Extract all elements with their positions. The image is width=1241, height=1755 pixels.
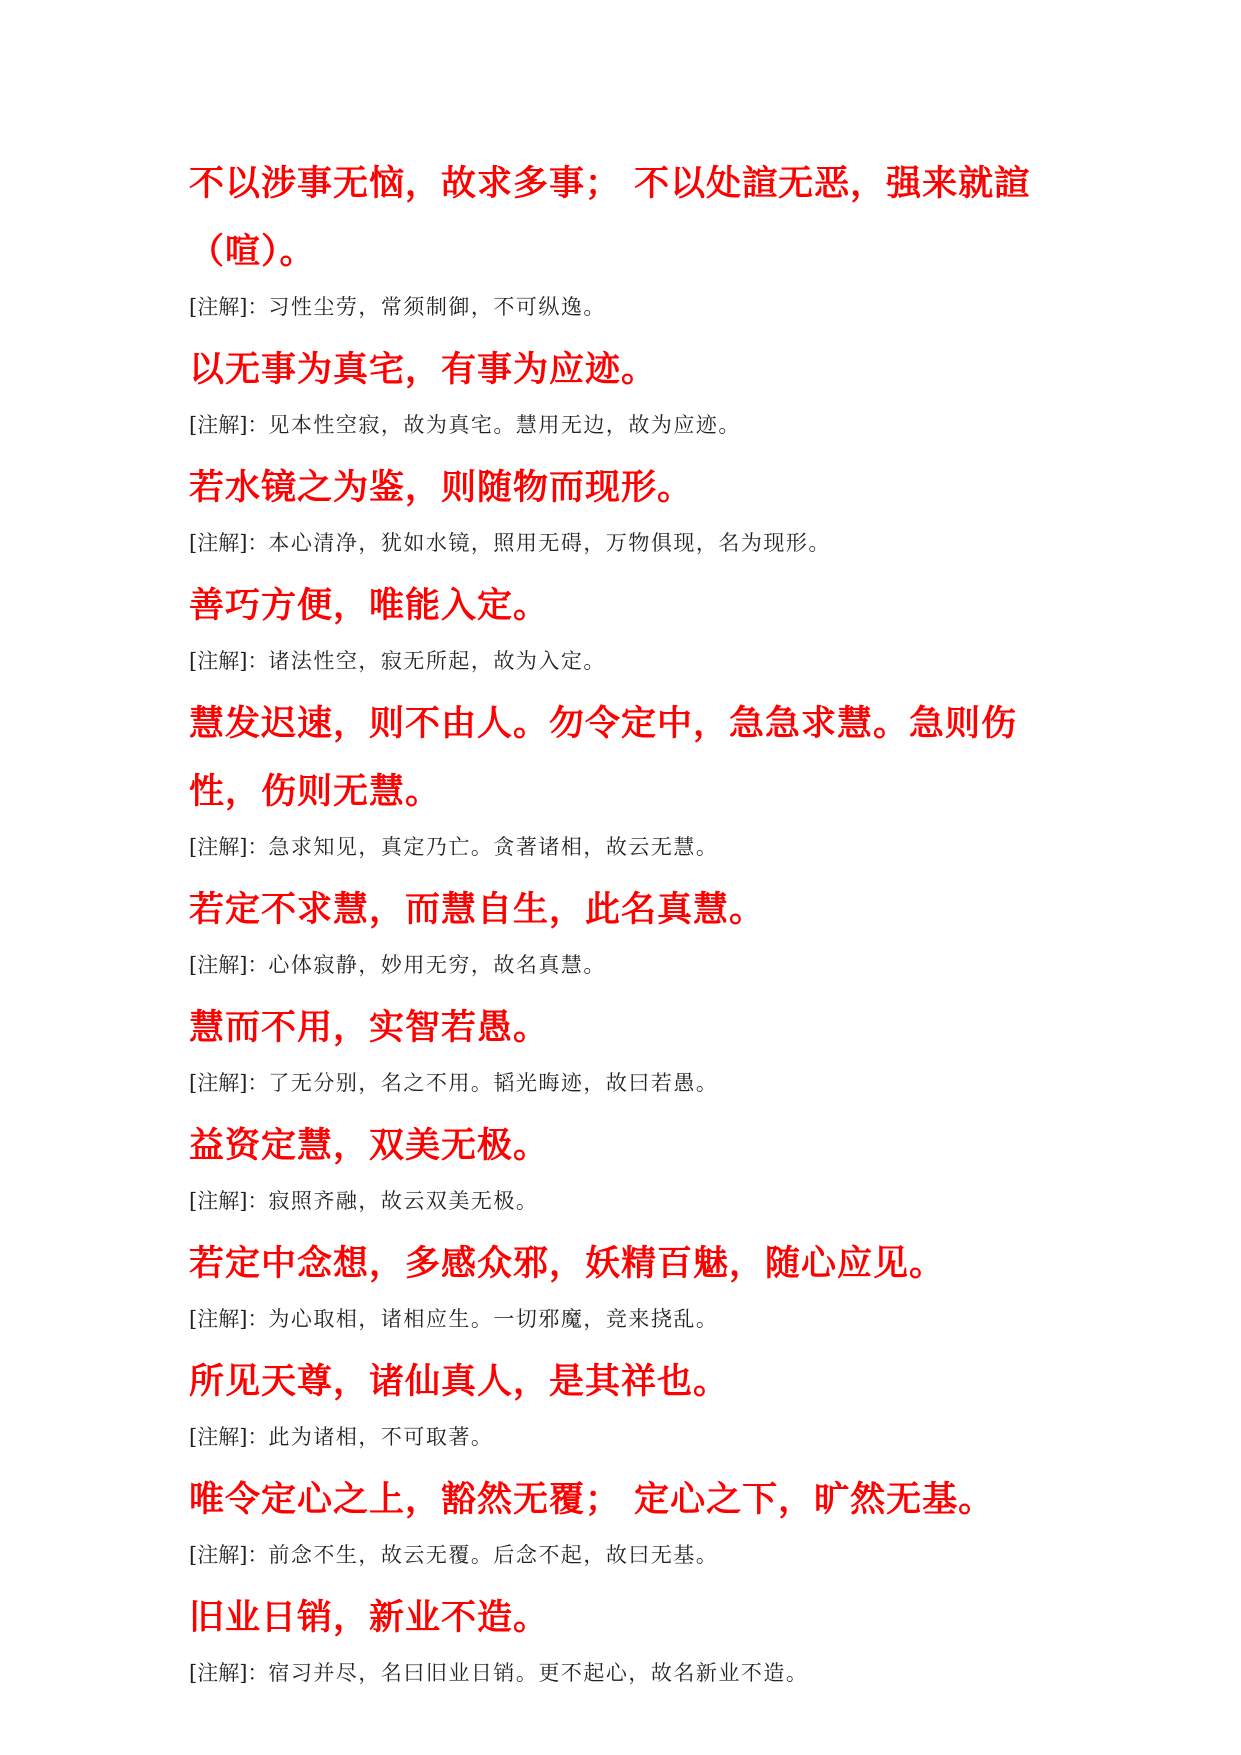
annotation-5: [189, 832, 1069, 862]
verse-6: 若定不求慧，而慧自生，此名真慧。: [189, 889, 766, 930]
annotation-prefix: [注解]：: [189, 1543, 269, 1567]
verse-8: 益资定慧，双美无极。: [189, 1125, 550, 1166]
verse-1: 不以涉事无恼，故求多事； 不以处諠无恶，强来就諠（喧）。: [189, 163, 1031, 272]
annotation-4: [189, 646, 1069, 676]
annotation-text: 此为诸相，不可取著。: [268, 1425, 494, 1449]
annotation-9: [189, 1304, 1069, 1334]
annotation-10: [189, 1422, 1069, 1452]
verse-3: 若水镜之为鉴，则随物而现形。: [189, 467, 694, 508]
annotation-text: 前念不生，故云无覆。后念不起，故曰无基。: [268, 1543, 719, 1567]
verse-2: 以无事为真宅，有事为应迹。: [189, 349, 658, 390]
annotation-12: [189, 1658, 1069, 1688]
annotation-prefix: [注解]：: [189, 1189, 269, 1213]
annotation-prefix: [注解]：: [189, 835, 269, 859]
verse-4: 善巧方便，唯能入定。: [189, 585, 550, 626]
annotation-prefix: [注解]：: [189, 413, 269, 437]
verse-10: 所见天尊，诸仙真人，是其祥也。: [189, 1361, 730, 1402]
verse-7: 慧而不用，实智若愚。: [189, 1007, 550, 1048]
verse-12: 旧业日销，新业不造。: [189, 1597, 550, 1638]
annotation-3: [189, 528, 1069, 558]
annotation-prefix: [注解]：: [189, 1661, 269, 1685]
annotation-text: 寂照齐融，故云双美无极。: [268, 1189, 539, 1213]
document-page: [189, 150, 1069, 1702]
annotation-prefix: [注解]：: [189, 953, 269, 977]
annotation-8: [189, 1186, 1069, 1216]
annotation-text: 诸法性空，寂无所起，故为入定。: [268, 649, 606, 673]
annotation-2: [189, 410, 1069, 440]
verse-9: 若定中念想，多感众邪，妖精百魅，随心应见。: [189, 1243, 946, 1284]
annotation-6: [189, 950, 1069, 980]
annotation-text: 心体寂静，妙用无穷，故名真慧。: [268, 953, 606, 977]
annotation-text: 宿习并尽，名曰旧业日销。更不起心，故名新业不造。: [268, 1661, 809, 1685]
annotation-prefix: [注解]：: [189, 649, 269, 673]
annotation-text: 了无分别，名之不用。韬光晦迹，故曰若愚。: [268, 1071, 719, 1095]
annotation-prefix: [注解]：: [189, 1425, 269, 1449]
annotation-text: 急求知见，真定乃亡。贪著诸相，故云无慧。: [268, 835, 719, 859]
annotation-text: 本心清净，犹如水镜，照用无碍，万物俱现，名为现形。: [268, 531, 831, 555]
annotation-text: 为心取相，诸相应生。一切邪魔，竞来挠乱。: [268, 1307, 719, 1331]
annotation-11: [189, 1540, 1069, 1570]
annotation-prefix: [注解]：: [189, 531, 269, 555]
annotation-text: 见本性空寂，故为真宅。慧用无边，故为应迹。: [268, 413, 741, 437]
annotation-1: [189, 292, 1069, 322]
annotation-prefix: [注解]：: [189, 1071, 269, 1095]
verse-5: 慧发迟速，则不由人。勿令定中，急急求慧。急则伤性，伤则无慧。: [189, 703, 1018, 812]
annotation-prefix: [注解]：: [189, 295, 269, 319]
annotation-prefix: [注解]：: [189, 1307, 269, 1331]
verse-11: 唯令定心之上，豁然无覆； 定心之下，旷然无基。: [189, 1479, 995, 1520]
annotation-7: [189, 1068, 1069, 1098]
annotation-text: 习性尘劳，常须制御，不可纵逸。: [268, 295, 606, 319]
